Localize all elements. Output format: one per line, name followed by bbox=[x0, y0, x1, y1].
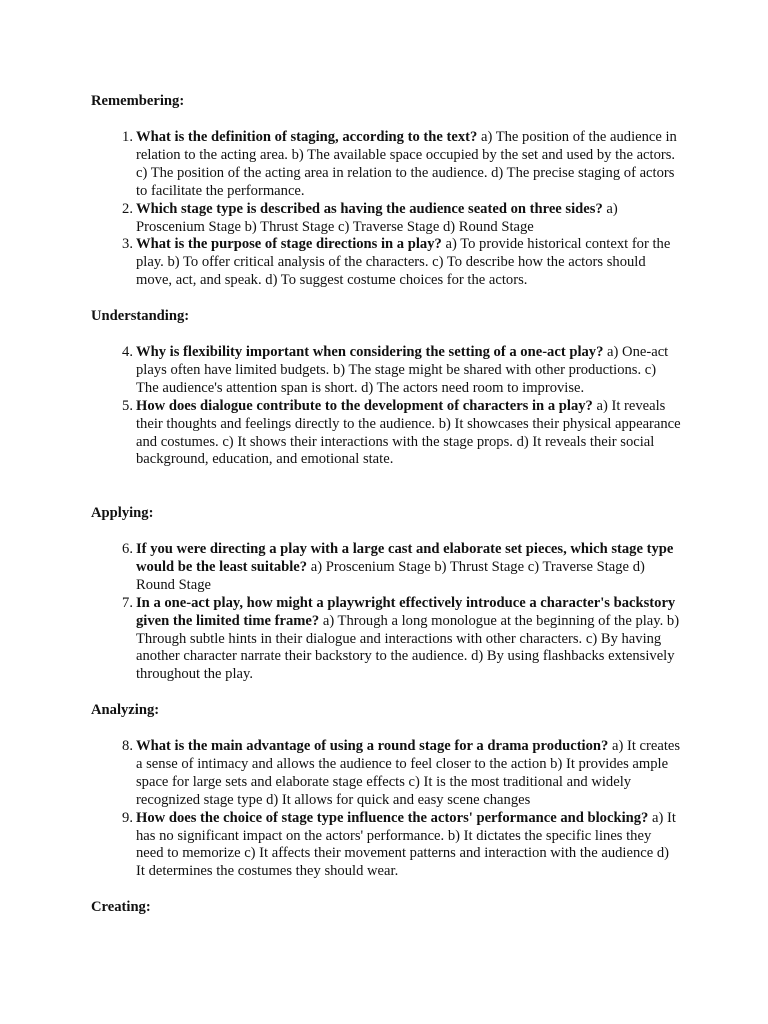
question-list-remembering bbox=[91, 129, 681, 290]
question-item bbox=[91, 595, 681, 685]
question-text: How does dialogue contribute to the development of characters in a play? bbox=[136, 397, 593, 414]
question-list-understanding bbox=[91, 344, 681, 469]
answer-options: a) It reveals their thoughts and feelings directly to the audience. b) It showcases their physical appearance and costumes. c) It shows their interactions with the stage props. d) It reveals their social background, education, and emotional state. bbox=[136, 397, 681, 468]
answer-options: a) It has no significant impact on the actors' performance. b) It dictates the specific lines they need to memorize c) It affects their movement patterns and interaction with the audience d) It determines the costumes they should wear. bbox=[136, 809, 676, 880]
question-number: 2. bbox=[122, 200, 133, 217]
question-list-applying bbox=[91, 541, 681, 684]
question-list-analyzing bbox=[91, 738, 681, 881]
question-number: 7. bbox=[122, 594, 133, 611]
answer-options: a) One-act plays often have limited budgets. b) The stage might be shared with other productions. c) The audience's attention span is short. d) The actors need room to improvise. bbox=[136, 344, 669, 396]
question-number: 9. bbox=[122, 809, 133, 826]
question-item bbox=[91, 201, 681, 237]
question-item bbox=[91, 129, 681, 201]
question-number: 5. bbox=[122, 397, 133, 414]
question-text: Why is flexibility important when considering the setting of a one-act play? bbox=[136, 344, 604, 360]
question-item bbox=[91, 344, 681, 398]
section-heading-creating: Creating: bbox=[91, 899, 151, 915]
question-item bbox=[91, 810, 681, 882]
question-number: 1. bbox=[122, 129, 133, 145]
question-number: 6. bbox=[122, 541, 133, 557]
question-text: What is the purpose of stage directions in a play? bbox=[136, 236, 442, 253]
question-text: Which stage type is described as having the audience seated on three sides? bbox=[136, 200, 603, 217]
section-heading-applying: Applying: bbox=[91, 505, 154, 521]
question-text: In a one-act play, how might a playwright effectively introduce a character's backstory given the limited time frame? bbox=[136, 594, 676, 629]
answer-options: a) Proscenium Stage b) Thrust Stage c) Traverse Stage d) Round Stage bbox=[136, 200, 618, 235]
answer-options: a) To provide historical context for the play. b) To offer critical analysis of the characters. c) To describe how the actors should move, act, and speak. d) To suggest costume choices for the actors. bbox=[136, 236, 671, 289]
question-item bbox=[91, 738, 681, 810]
answer-options: a) Proscenium Stage b) Thrust Stage c) Traverse Stage d) Round Stage bbox=[136, 558, 645, 593]
question-item bbox=[91, 541, 681, 595]
section-heading-understanding: Understanding: bbox=[91, 308, 190, 324]
answer-options: a) The position of the audience in relation to the acting area. b) The available space occupied by the set and used by the actors. c) The position of the acting area in relation to the audience. d) The precise staging of actors to facilitate the performance. bbox=[136, 129, 677, 199]
question-number: 4. bbox=[122, 344, 133, 360]
question-item bbox=[91, 398, 681, 470]
section-heading-analyzing: Analyzing: bbox=[91, 702, 160, 718]
question-item bbox=[91, 236, 681, 290]
question-text: What is the main advantage of using a round stage for a drama production? bbox=[136, 738, 609, 754]
section-heading-remembering: Remembering: bbox=[91, 93, 185, 109]
question-number: 3. bbox=[122, 236, 133, 253]
question-text: If you were directing a play with a large cast and elaborate set pieces, which stage type would be the least suitable? bbox=[136, 541, 674, 575]
answer-options: a) It creates a sense of intimacy and allows the audience to feel closer to the action b) It provides ample space for large sets and elaborate stage effects c) It is the most traditional and widely recognized stage type d) It allows for quick and easy scene changes bbox=[136, 738, 681, 808]
question-number: 8. bbox=[122, 738, 133, 754]
question-text: What is the definition of staging, according to the text? bbox=[136, 129, 478, 145]
question-text: How does the choice of stage type influence the actors' performance and blocking? bbox=[136, 809, 649, 826]
answer-options: a) Through a long monologue at the beginning of the play. b) Through subtle hints in their dialogue and interactions with other characters. c) By having another character narrate their backstory to the audience. d) By using flashbacks extensively throughout the play. bbox=[136, 612, 680, 683]
